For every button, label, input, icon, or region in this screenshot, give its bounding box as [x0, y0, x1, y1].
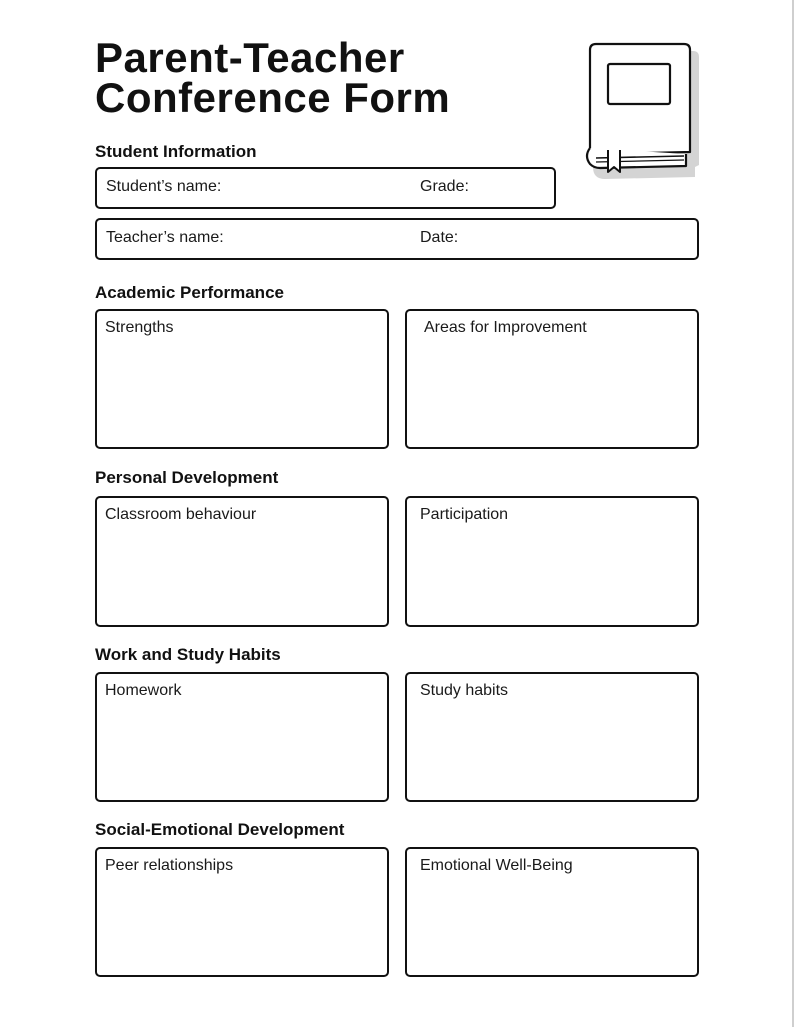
student-name-grade-field[interactable] — [95, 167, 556, 209]
homework-label: Homework — [105, 682, 182, 699]
page-title — [95, 34, 451, 121]
study-habits-box[interactable] — [405, 672, 699, 802]
students-name-label: Student’s name: — [106, 178, 222, 195]
book-icon — [578, 40, 702, 182]
heading-work-study-habits: Work and Study Habits — [95, 645, 281, 664]
heading-personal-development: Personal Development — [95, 468, 279, 487]
areas-for-improvement-box[interactable] — [405, 309, 699, 449]
grade-label: Grade: — [420, 178, 469, 195]
emotional-well-being-label: Emotional Well-Being — [420, 857, 573, 874]
homework-box[interactable] — [95, 672, 389, 802]
participation-box[interactable] — [405, 496, 699, 627]
classroom-behaviour-label: Classroom behaviour — [105, 506, 257, 523]
title-line-1: Parent-Teacher — [95, 34, 405, 81]
classroom-behaviour-box[interactable] — [95, 496, 389, 627]
participation-label: Participation — [420, 506, 509, 523]
heading-social-emotional-development: Social-Emotional Development — [95, 820, 345, 839]
heading-academic-performance: Academic Performance — [95, 283, 284, 302]
peer-relationships-box[interactable] — [95, 847, 389, 977]
strengths-label: Strengths — [105, 319, 174, 336]
peer-relationships-label: Peer relationships — [105, 857, 234, 874]
teacher-name-date-field[interactable] — [95, 218, 699, 260]
study-habits-label: Study habits — [420, 682, 509, 699]
strengths-box[interactable] — [95, 309, 389, 449]
areas-for-improvement-label: Areas for Improvement — [424, 319, 587, 336]
heading-student-information: Student Information — [95, 142, 257, 161]
title-line-2: Conference Form — [95, 74, 451, 121]
teachers-name-label: Teacher’s name: — [106, 229, 224, 246]
emotional-well-being-box[interactable] — [405, 847, 699, 977]
date-label: Date: — [420, 229, 459, 246]
